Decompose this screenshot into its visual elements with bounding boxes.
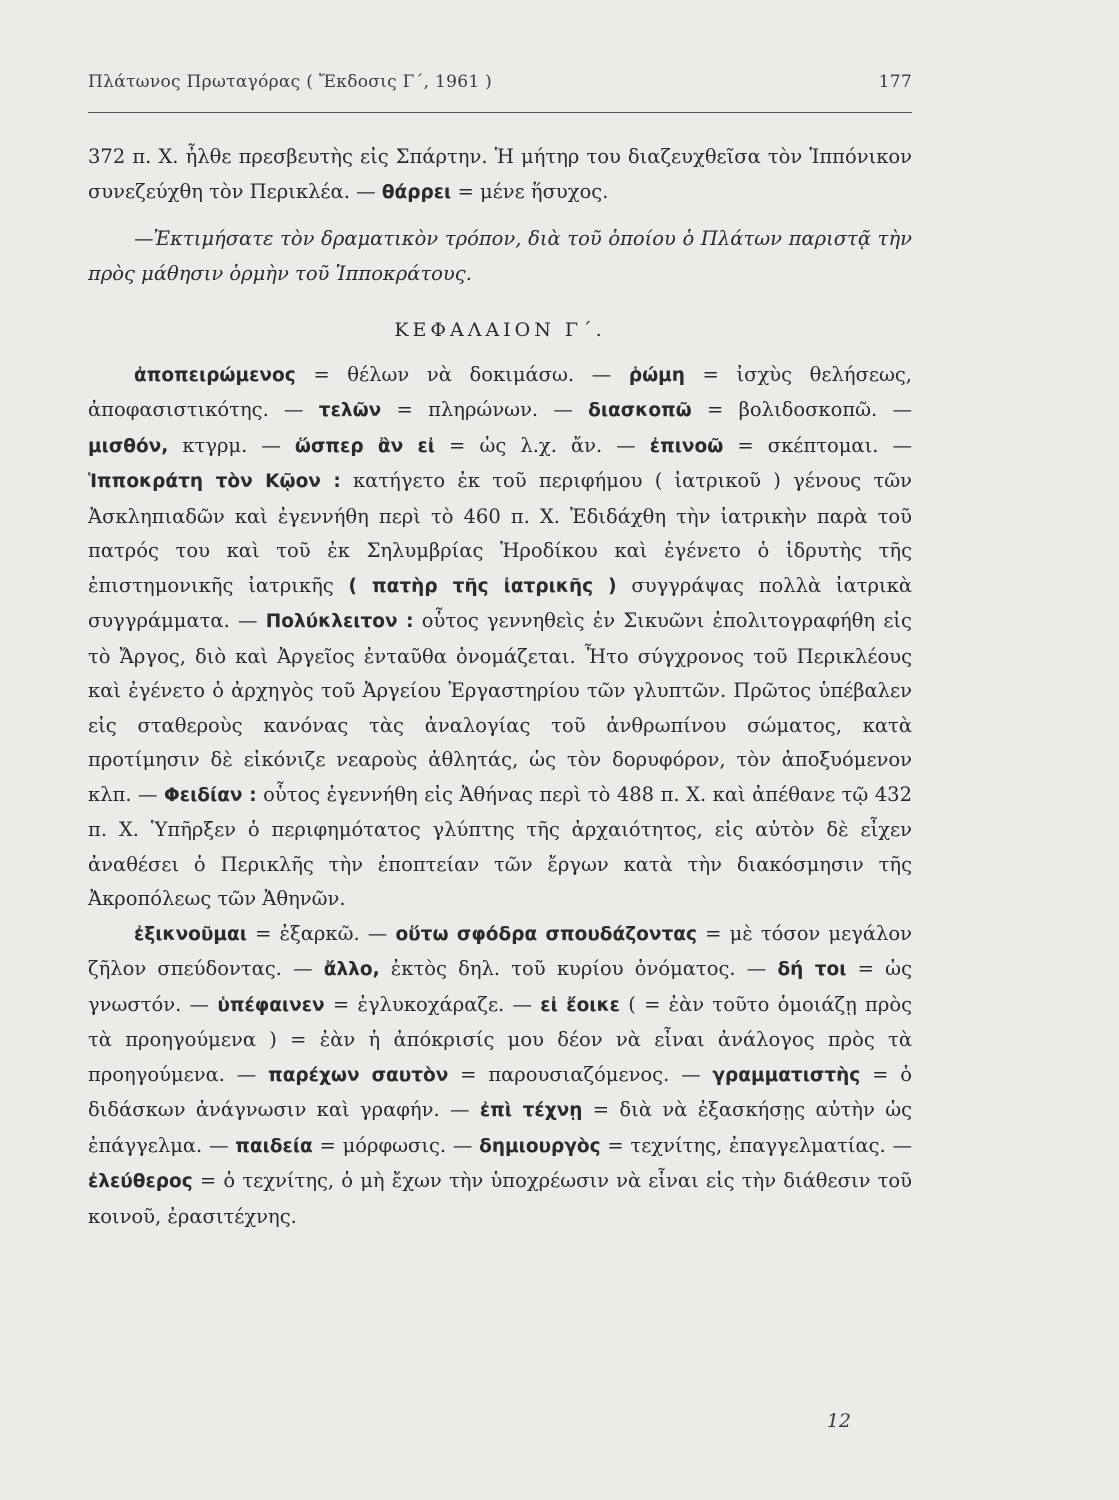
page-number: 177 (878, 72, 912, 92)
glossary-text: = ὁ διδάσκων ἀνάγνωσιν καὶ γραφήν. — (88, 1062, 912, 1121)
glossary-text: κατήγετο ἐκ τοῦ περιφήμου ( ἰατρικοῦ ) γένους τῶν Ἀσκληπιαδῶν καὶ ἐγεννήθη περὶ τὸ 460 π. Χ. Ἐδιδάχθη τὴν ἰατρικὴν παρὰ τοῦ πατρός του καὶ τοῦ ἐκ Σηλυμβρίας Ἡροδίκου καὶ ἐγένετο ὁ ἱδρυτὴς τῆς ἐπιστημονικῆς ἰατρικῆς (88, 469, 912, 597)
glossary-term: οὕτω σφόδρα σπουδάζοντας (395, 923, 697, 945)
glossary-text: = μόρφωσις. — (312, 1133, 480, 1157)
glossary-term: ἐπινοῶ (649, 435, 724, 457)
glossary-term: παρέχων σαυτὸν (268, 1064, 449, 1086)
glossary-text: οὗτος ἐγεννήθη εἰς Ἀθήνας περὶ τὸ 488 π. Χ. καὶ ἀπέθανε τῷ 432 π. Χ. Ὑπῆρξεν ὁ περιφημότατος γλύπτης τῆς ἀρχαιότητος, εἰς αὐτὸν δὲ εἶχεν ἀναθέσει ὁ Περικλῆς τὴν ἐποπτείαν τῶν ἔργων κατὰ τὴν διακόσμησιν τῆς Ἀκροπόλεως τῶν Ἀθηνῶν. (88, 782, 912, 910)
glossary-term: Φειδίαν : (164, 784, 257, 806)
glossary-text: = θέλων νὰ δοκιμάσω. — (295, 362, 629, 386)
glossary-term: ἐπὶ τέχνῃ (479, 1100, 583, 1121)
glossary-term: ἐλεύθερος (88, 1171, 193, 1192)
glossary-term: ( πατὴρ τῆς ἰατρικῆς ) (348, 575, 617, 597)
glossary-paragraph-1 (88, 358, 912, 917)
glossary-term: ὑπέφαινεν (217, 994, 325, 1016)
glossary-text: = ἰσχὺς θελήσεως, ἀποφασιστικότης. — (88, 362, 912, 421)
paragraph-1 (88, 140, 912, 210)
glossary-text: = ὁ τεχνίτης, ὁ μὴ ἔχων τὴν ὑποχρέωσιν νὰ εἶναι εἰς τὴν διάθεσιν τοῦ κοινοῦ, ἐρασιτέχνης. (88, 1169, 912, 1228)
glossary-term: διασκοπῶ (588, 400, 692, 421)
running-header (88, 72, 912, 92)
glossary-term: ἄλλο, (323, 959, 380, 980)
glossary-term: Πολύκλειτον : (265, 611, 414, 632)
glossary-text: συγγράψας πολλὰ ἰατρικὰ συγγράμματα. — (88, 573, 913, 632)
glossary-text: κτγρμ. — (168, 433, 295, 457)
glossary-text: = μὲ τόσον μεγάλον ζῆλον σπεύδοντας. — (88, 921, 912, 980)
glossary-term: δημιουργὸς (479, 1135, 601, 1157)
glossary-term: Ἱπποκράτη τὸν Κῷον : (88, 471, 341, 492)
glossary-term: τελῶν (318, 400, 382, 421)
glossary-text: = τεχνίτης, ἐπαγγελματίας. — (600, 1133, 912, 1157)
chapter-heading: ΚΕΦΑΛΑΙΟΝ Γ΄. (394, 319, 606, 341)
paragraph-1-gloss: = μένε ἥσυχος. (457, 179, 609, 203)
term-tharrei: θάρρει (381, 181, 452, 203)
glossary-term: ὥσπερ ἂν εἰ (294, 435, 435, 457)
glossary-term: παιδεία (235, 1135, 313, 1157)
signature-mark: 12 (826, 1410, 851, 1432)
glossary-term: ἀποπειρώμενος (134, 364, 296, 386)
glossary-term: δή τοι (777, 959, 847, 980)
study-question: —Ἐκτιμήσατε τὸν δραματικὸν τρόπον, διὰ τοῦ ὁποίου ὁ Πλάτων παριστᾷ τὴν πρὸς μάθησιν ὁρμὴν τοῦ Ἱπποκράτους. (88, 227, 912, 285)
header-title: Πλάτωνος Πρωταγόρας ( Ἔκδοσις Γ΄, 1961 ) (88, 72, 493, 92)
glossary-term: ῥώμη (628, 364, 685, 386)
glossary-text: = βολιδοσκοπῶ. — (691, 398, 912, 421)
paragraph-1-text: 372 π. Χ. ἦλθε πρεσβευτὴς εἰς Σπάρτην. Ἡ μήτηρ του διαζευχθεῖσα τὸν Ἱππόνικον συνεζεύχθη τὸν Περικλέα. — (88, 145, 912, 203)
glossary-term: μισθόν, (88, 435, 169, 457)
glossary-term: εἰ ἔοικε (540, 994, 620, 1016)
glossary-text: = σκέπτομαι. — (723, 433, 912, 457)
glossary-text: = ὡς γνωστόν. — (88, 957, 912, 1016)
glossary-text: ἐκτὸς δηλ. τοῦ κυρίου ὀνόματος. — (379, 957, 778, 980)
page-body (88, 140, 912, 1234)
glossary-text: = ἐγλυκοχάραζε. — (324, 992, 541, 1016)
glossary-text: ( = ἐὰν τοῦτο ὁμοιάζῃ πρὸς τὰ προηγούμενα ) = ἐὰν ἡ ἀπόκρισίς μου δέον νὰ εἶναι ἀνάλογος πρὸς τὰ προηγούμενα. — (88, 992, 913, 1086)
glossary-paragraph-2 (88, 917, 912, 1235)
header-rule (88, 112, 912, 113)
glossary-term: ἐξικνοῦμαι (134, 923, 247, 945)
glossary-term: γραμματιστὴς (712, 1064, 861, 1086)
glossary-text: = ἐξαρκῶ. — (246, 921, 396, 945)
glossary-text: = παρουσιαζόμενος. — (448, 1062, 713, 1086)
glossary-text: = διὰ νὰ ἐξασκήσῃς αὐτὴν ὡς ἐπάγγελμα. — (88, 1098, 913, 1157)
glossary-text: = ὡς λ.χ. ἄν. — (435, 433, 650, 457)
glossary-text: οὗτος γεννηθεὶς ἐν Σικυῶνι ἐπολιτογραφήθη εἰς τὸ Ἄργος, διὸ καὶ Ἀργεῖος ἐνταῦθα ὀνομάζεται. Ἦτο σύγχρονος τοῦ Περικλέους καὶ ἐγένετο ὁ ἀρχηγὸς τοῦ Ἀργείου Ἐργαστηρίου τῶν γλυπτῶν. Πρῶτος ὑπέβαλεν εἰς σταθεροὺς κανόνας τὰς ἀναλογίας τοῦ ἀνθρωπίνου σώματος, κατὰ προτίμησιν δὲ εἰκόνιζε νεαροὺς ἀθλητάς, ὡς τὸν δορυφόρον, τὸν ἀποξυόμενον κλπ. — (88, 609, 912, 806)
glossary-text: = πληρώνων. — (381, 398, 589, 421)
